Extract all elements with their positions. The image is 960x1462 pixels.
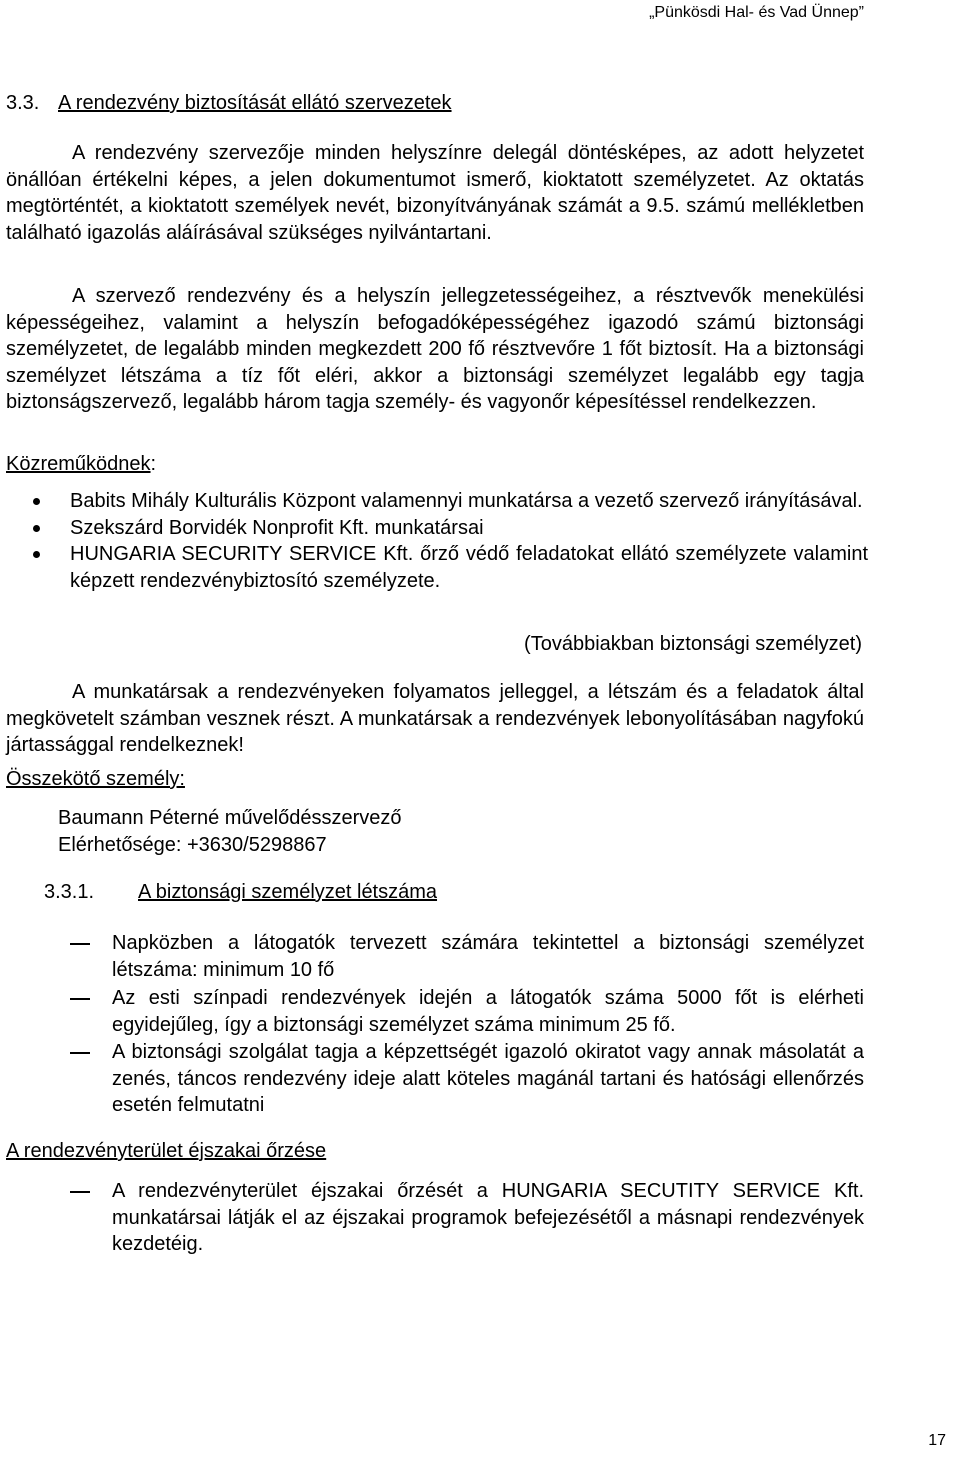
contact-name: Baumann Péterné művelődésszervező	[58, 807, 402, 829]
subsection-number: 3.3.1.	[44, 881, 95, 903]
dash-marker	[70, 1191, 90, 1193]
running-header: „Pünkösdi Hal- és Vad Ünnep”	[649, 4, 864, 21]
kozremukodnek-label: Közreműködnek:	[6, 453, 157, 475]
dash-marker	[70, 943, 90, 945]
further-note: (Továbbiakban biztonsági személyzet)	[524, 633, 862, 655]
contact-phone: Elérhetősége: +3630/5298867	[58, 834, 327, 856]
paragraph-1: A rendezvény szervezője minden helyszínre delegál döntésképes, az adott helyzetet önállóan értékelni képes, a jelen dokumentumot ismerő, kioktatott személyzetet. Az oktatás megtörténtét, a kioktatott személyek nevét, bizonyítványának számát a 9.5. számú mellékletben található igazolás aláírásával szükséges nyilvántartani.	[6, 142, 864, 244]
dash-marker	[70, 1052, 90, 1054]
night-guard-label: A rendezvényterület éjszakai őrzése	[6, 1140, 327, 1162]
dash-item: A rendezvényterület éjszakai őrzését a HUNGARIA SECUTITY SERVICE Kft. munkatársai látják el az éjszakai programok befejezésétől a másnapi rendezvények kezdetéig.	[112, 1178, 864, 1258]
dash-marker	[70, 998, 90, 1000]
list-item: HUNGARIA SECURITY SERVICE Kft. őrző védő feladatokat ellátó személyzete valamint képzett rendezvénybiztosító személyzete.	[30, 541, 868, 594]
dash-item: A biztonsági szolgálat tagja a képzettségét igazoló okiratot vagy annak másolatát a zenés, táncos rendezvény ideje alatt köteles magánál tartani és hatósági ellenőrzés esetén felmutatni	[112, 1039, 864, 1119]
section-title: A rendezvény biztosítását ellátó szervezetek	[58, 92, 452, 114]
participants-list	[30, 488, 868, 594]
dash-item: Az esti színpadi rendezvények idején a látogatók száma 5000 főt is elérheti egyidejűleg, így a biztonsági személyzet száma minimum 25 fő.	[112, 985, 864, 1038]
list-item: Babits Mihály Kulturális Központ valamennyi munkatársa a vezető szervező irányításával.	[30, 488, 868, 515]
subsection-heading	[44, 881, 437, 904]
list-item: Szekszárd Borvidék Nonprofit Kft. munkatársai	[30, 515, 868, 542]
section-heading	[6, 92, 452, 115]
dash-item: Napközben a látogatók tervezett számára tekintettel a biztonsági személyzet létszáma: minimum 10 fő	[112, 930, 864, 983]
page-number: 17	[928, 1432, 946, 1449]
section-number: 3.3.	[6, 92, 40, 114]
paragraph-2: A szervező rendezvény és a helyszín jellegzetességeihez, a résztvevők menekülési képességeihez, valamint a helyszín befogadóképességéhez igazodó számú biztonsági személyzetet, de legalább minden megkezdett 200 fő résztvevőre 1 főt biztosít. Ha a biztonsági személyzet létszáma a tíz főt eléri, akkor a biztonsági személyzet legalább egy tagja biztonságszervező, legalább három tagja személy- és vagyonőr képesítéssel rendelkezzen.	[6, 285, 864, 413]
subsection-title: A biztonsági személyzet létszáma	[138, 881, 438, 903]
contact-label: Összekötő személy:	[6, 768, 185, 790]
paragraph-3: A munkatársak a rendezvényeken folyamatos jelleggel, a létszám és a feladatok által megkövetelt számban vesznek részt. A munkatársak a rendezvények lebonyolításában nagyfokú jártassággal rendelkeznek!	[6, 681, 864, 756]
